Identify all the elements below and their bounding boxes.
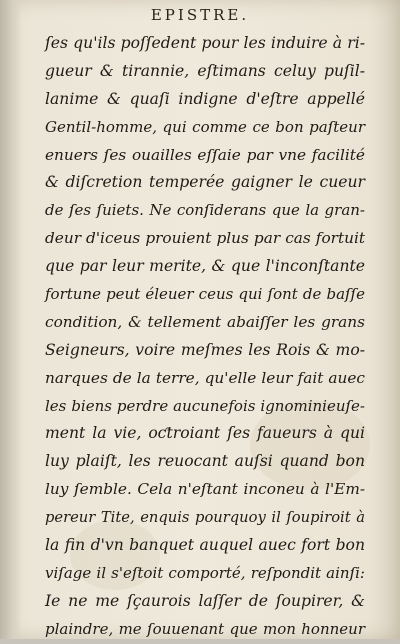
text-line: la fin d'vn banquet auquel auec fort bon [45, 536, 365, 555]
text-line: plaindre, me ſouuenant que mon honneur [45, 619, 365, 638]
text-line: enuers ſes ouailles eſſaie par vne facilité [45, 145, 365, 164]
text-line: narques de la terre, qu'elle leur fait auec [45, 368, 365, 387]
text-line: Seigneurs, voire meſmes les Rois & mo- [45, 340, 365, 359]
text-line: les biens perdre aucunefois ignominieuſe- [45, 396, 365, 415]
text-line: pereur Tite, enquis pourquoy il ſoupiroit à [45, 509, 365, 527]
text-line: viſage il s'eſtoit comporté, reſpondit ainſi: [45, 563, 365, 582]
text-line: deur d'iceus prouient plus par cas fortuit [45, 229, 365, 248]
text-line: ment la vie, oƈtroiant ſes faueurs à qui [45, 424, 365, 443]
text-line: condition, & tellement abaiſſer les grans [45, 312, 365, 331]
text-line: luy ſemble. Cela n'eſtant inconeu à l'Em- [45, 480, 365, 499]
text-line: luy plaiſt, les reuocant auſsi quand bon [45, 452, 365, 471]
body-text [45, 30, 365, 644]
text-line: de ſes ſuiets. Ne conſiderans que la gran- [45, 201, 365, 220]
text-line: Ie ne me ſçaurois laſſer de ſoupirer, & [45, 591, 365, 610]
text-line: lanime & quaſi indigne d'eſtre appellé [45, 89, 365, 108]
text-line: ſes qu'ils poſſedent pour les induire à ri- [45, 34, 365, 52]
text-line: gueur & tirannie, eſtimans celuy puſil- [45, 61, 365, 80]
text-line: fortune peut éleuer ceus qui ſont de baſſe [45, 285, 365, 304]
page-gutter [0, 0, 22, 639]
text-line: & diſcretion temperée gaigner le cueur [45, 173, 365, 192]
text-line: Gentil-homme, qui comme ce bon paſteur [45, 117, 365, 136]
text-line: que par leur merite, & que l'inconſtante [45, 257, 365, 276]
running-head: EPISTRE. [150, 6, 250, 24]
